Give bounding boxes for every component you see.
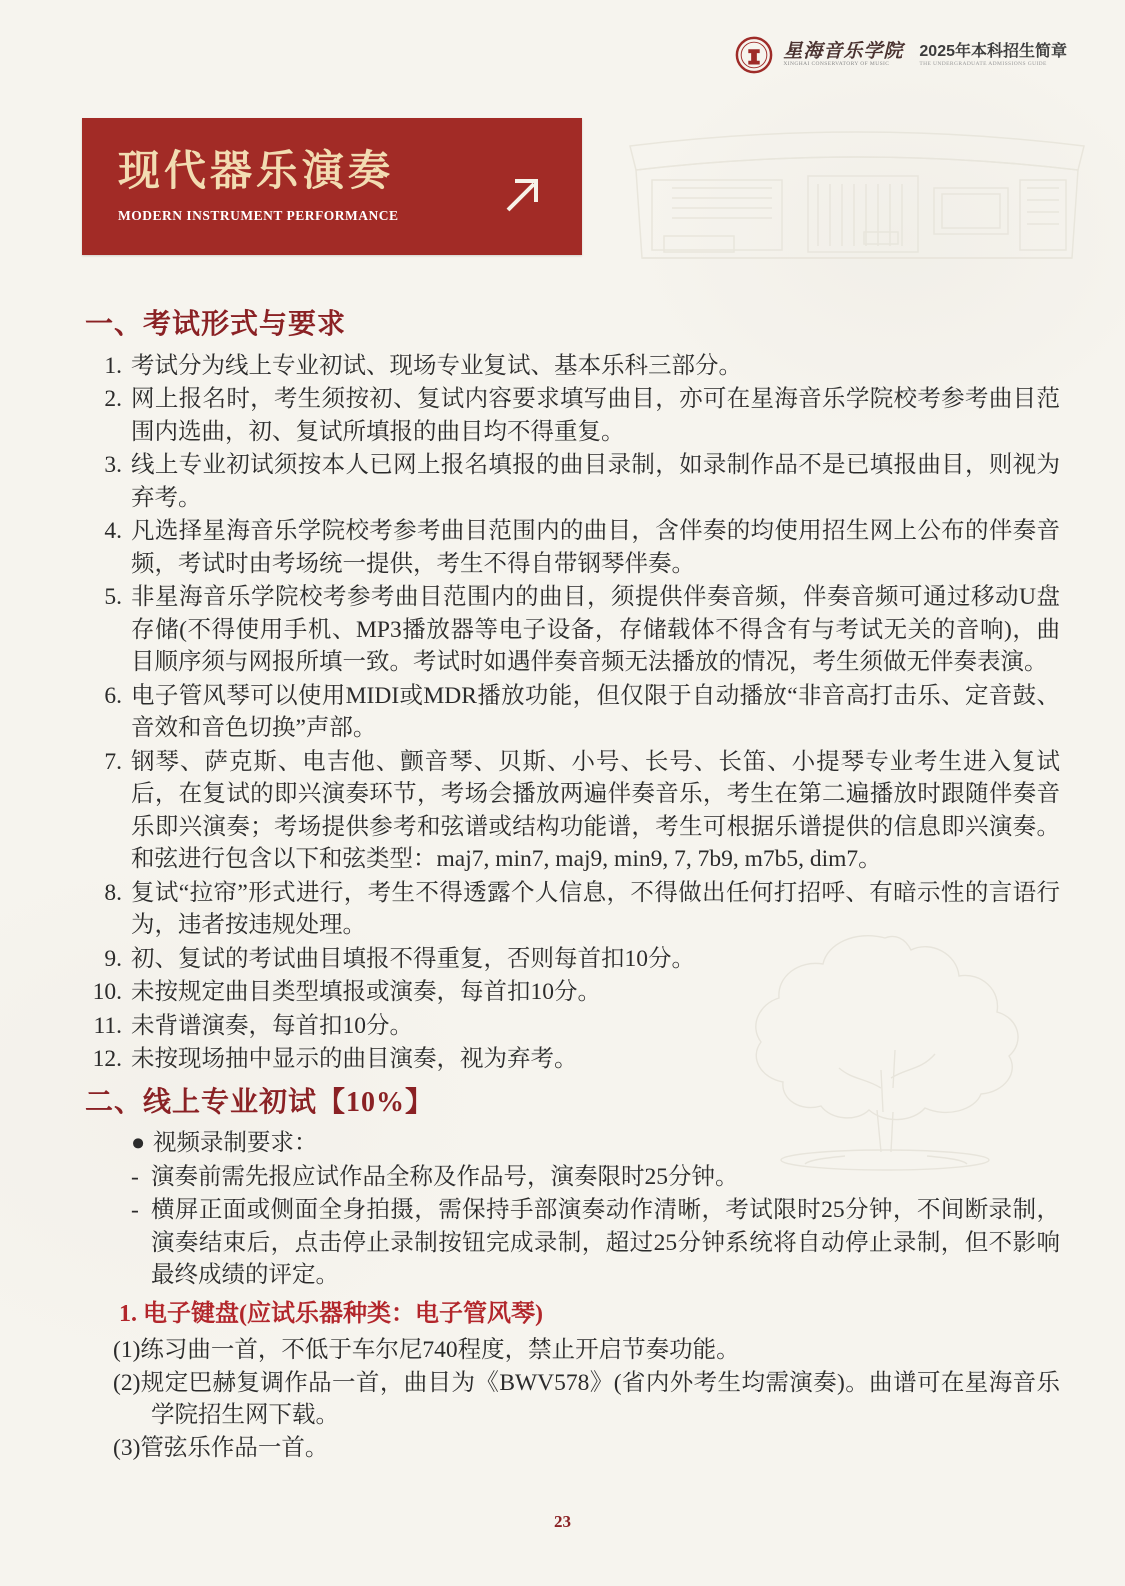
repertoire-number: (1) bbox=[113, 1337, 141, 1364]
doc-identity bbox=[919, 43, 1067, 68]
doc-title: 2025年本科招生简章 bbox=[919, 42, 1067, 60]
rule-text: 凡选择星海音乐学院校考参考曲目范围内的曲目，含伴奏的均使用招生网上公布的伴奏音频，考试时由考场统一提供，考生不得自带钢琴伴奏。 bbox=[131, 518, 1060, 577]
dash-text: 演奏前需先报应试作品全称及作品号，演奏限时25分钟。 bbox=[151, 1163, 739, 1190]
rule-text: 初、复试的考试曲目填报不得重复，否则每首扣10分。 bbox=[131, 945, 695, 972]
rule-item bbox=[85, 976, 1060, 1009]
dash-item bbox=[131, 1194, 1060, 1292]
rule-number: 3. bbox=[104, 452, 122, 479]
page-number: 23 bbox=[554, 1512, 571, 1531]
section-1-list bbox=[85, 350, 1060, 1076]
rule-text: 网上报名时，考生须按初、复试内容要求填写曲目，亦可在星海音乐学院校考参考曲目范围内选曲，初、复试所填报的曲目均不得重复。 bbox=[131, 386, 1060, 445]
rule-number: 2. bbox=[104, 386, 122, 413]
dash-icon: - bbox=[131, 1197, 139, 1224]
rule-item bbox=[85, 449, 1060, 514]
rule-text: 未背谱演奏，每首扣10分。 bbox=[131, 1012, 413, 1039]
section-banner bbox=[82, 118, 582, 255]
repertoire-item bbox=[113, 1334, 1060, 1367]
dash-text: 横屏正面或侧面全身拍摄，需保持手部演奏动作清晰，考试限时25分钟，不间断录制，演奏结束后，点击停止录制按钮完成录制，超过25分钟系统将自动停止录制，但不影响最终成绩的评定。 bbox=[151, 1197, 1060, 1289]
masthead bbox=[735, 36, 1067, 74]
rule-number: 4. bbox=[104, 518, 122, 545]
repertoire-number: (2) bbox=[113, 1369, 141, 1396]
repertoire-number: (3) bbox=[113, 1434, 141, 1461]
bullet-text: 视频录制要求： bbox=[153, 1130, 318, 1157]
rule-number: 6. bbox=[104, 682, 122, 709]
banner-text bbox=[82, 149, 500, 223]
rule-item bbox=[85, 1043, 1060, 1076]
dash-icon: - bbox=[131, 1163, 139, 1190]
video-requirements-bullet bbox=[131, 1127, 1060, 1160]
instrument-sub-heading: 1. 电子键盘(应试乐器种类：电子管风琴) bbox=[119, 1300, 543, 1327]
rule-number: 11. bbox=[93, 1012, 122, 1039]
school-identity bbox=[783, 42, 903, 68]
rule-item bbox=[85, 383, 1060, 448]
section-2-heading: 二、线上专业初试【10%】 bbox=[85, 1086, 435, 1118]
rule-number: 9. bbox=[104, 945, 122, 972]
rule-item bbox=[85, 350, 1060, 383]
repertoire-item bbox=[113, 1432, 1060, 1465]
bullet-icon: ● bbox=[131, 1130, 146, 1157]
school-name: 星海音乐学院 bbox=[783, 41, 904, 63]
rule-text: 未按规定曲目类型填报或演奏，每首扣10分。 bbox=[131, 979, 601, 1006]
rule-number: 12. bbox=[92, 1046, 122, 1073]
rule-text: 电子管风琴可以使用MIDI或MDR播放功能，但仅限于自动播放“非音高打击乐、定音鼓、音效和音色切换”声部。 bbox=[131, 682, 1060, 742]
rule-number: 8. bbox=[104, 879, 122, 906]
doc-title-en: THE UNDERGRADUATE ADMISSIONS GUIDE bbox=[919, 61, 1047, 68]
rule-item bbox=[85, 943, 1060, 976]
rule-number: 5. bbox=[104, 584, 122, 611]
banner-subtitle: MODERN INSTRUMENT PERFORMANCE bbox=[118, 207, 399, 223]
building-sketch bbox=[612, 108, 1102, 293]
repertoire-text: 规定巴赫复调作品一首，曲目为《BWV578》(省内外考生均需演奏)。曲谱可在星海音乐学院招生网下载。 bbox=[140, 1369, 1060, 1429]
rule-text: 复试“拉帘”形式进行，考生不得透露个人信息，不得做出任何打招呼、有暗示性的言语行为，违者按违规处理。 bbox=[131, 879, 1060, 939]
arrow-up-right-icon bbox=[500, 172, 544, 216]
rule-number: 7. bbox=[104, 748, 122, 775]
rule-text: 非星海音乐学院校考参考曲目范围内的曲目，须提供伴奏音频，伴奏音频可通过移动U盘存储(不得使用手机、MP3播放器等电子设备，存储载体不得含有与考试无关的音响)，曲目顺序须与网报所填一致。考试时如遇伴奏音频无法播放的情况，考生须做无伴奏表演。 bbox=[131, 584, 1060, 676]
banner-title: 现代器乐演奏 bbox=[118, 149, 395, 196]
dash-item bbox=[131, 1161, 1060, 1194]
rule-text: 线上专业初试须按本人已网上报名填报的曲目录制，如录制作品不是已填报曲目，则视为弃考。 bbox=[131, 452, 1060, 511]
repertoire-item bbox=[113, 1367, 1060, 1432]
rule-number: 1. bbox=[104, 352, 122, 379]
school-seal-icon bbox=[735, 36, 773, 74]
rule-item bbox=[85, 1010, 1060, 1043]
rule-item bbox=[85, 877, 1060, 942]
repertoire-text: 练习曲一首，不低于车尔尼740程度，禁止开启节奏功能。 bbox=[140, 1337, 740, 1364]
rule-text: 钢琴、萨克斯、电吉他、颤音琴、贝斯、小号、长号、长笛、小提琴专业考生进入复试后，在复试的即兴演奏环节，考场会播放两遍伴奏音乐，考生在第二遍播放时跟随伴奏音乐即兴演奏；考场提供参考和弦谱或结构功能谱，考生可根据乐谱提供的信息即兴演奏。和弦进行包含以下和弦类型：maj7, min7, maj9, min9, 7, 7b9, m7b5, dim7。 bbox=[131, 748, 1060, 873]
rule-item bbox=[85, 680, 1060, 745]
main-content bbox=[85, 308, 1060, 1464]
rule-item bbox=[85, 515, 1060, 580]
rule-number: 10. bbox=[92, 979, 122, 1006]
rule-text: 考试分为线上专业初试、现场专业复试、基本乐科三部分。 bbox=[131, 352, 742, 379]
rule-item bbox=[85, 746, 1060, 876]
school-name-en: XINGHAI CONSERVATORY OF MUSIC bbox=[783, 61, 890, 68]
repertoire-text: 管弦乐作品一首。 bbox=[140, 1434, 329, 1461]
rule-item bbox=[85, 581, 1060, 679]
rule-text: 未按现场抽中显示的曲目演奏，视为弃考。 bbox=[131, 1046, 578, 1073]
section-1-heading: 一、考试形式与要求 bbox=[85, 309, 347, 340]
